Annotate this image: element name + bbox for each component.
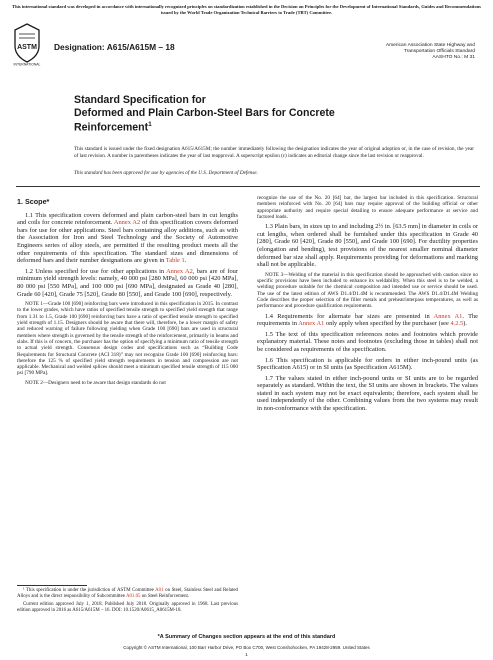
note-3: NOTE 3—Welding of the material in this specification should be approached with caution since no specific provisions have been included to enhance its weldability. When this steel is to be welded, a welding procedure suitable for the chemical composition and intended use or service should be used. The use of the latest edition of AWS D1.4/D1.4M is recommended. The AWS D1.4/D1.4M Welding Code describes the proper selection of the filler metals and preheat/interpass temperatures, as well as performance and procedure qualification requirements. xyxy=(257,271,478,310)
subcommittee-a0105-link[interactable]: A01.05 xyxy=(125,594,141,599)
logo-text: INTERNATIONAL xyxy=(13,62,41,66)
scope-heading: 1. Scope* xyxy=(17,197,50,206)
footnote-rule xyxy=(17,585,87,586)
footnote-1: ¹ This specification is under the jurisdiction of ASTM Committee A01 on Steel, Stainless Steel and Related Alloys and is the direct responsibility of Subcommittee A01.05 on Steel Reinforcement. xyxy=(17,588,238,599)
note-2-continued: recognize the use of the No. 20 [64] bar, the largest bar included in this specification. Structural members reinforced with No. 20 [64] bars may require approval of the building official or other appropriate authority and require special detailing to ensure adequate performance at service and factored loads. xyxy=(257,195,478,220)
approval-statement: This standard has been approved for use by agencies of the U.S. Department of Defense. xyxy=(74,170,258,176)
committee-a01-link[interactable]: A01 xyxy=(155,588,164,593)
annex-a2-link-2[interactable]: Annex A2 xyxy=(166,267,193,275)
footnote-edition: Current edition approved July 1, 2018. Published July 2018. Originally approved in 1968. Last previous edition approved in 2016 as A615/A615M – 16. DOI: 10.1520/A0615_A0615M-18. xyxy=(17,602,238,613)
note-1: NOTE 1—Grade 100 [690] reinforcing bars were introduced in this specification in 2015. In contrast to the lower grades, which have ratios of specified tensile strength to specified yield strength that range from 1.31 to 1.5, Grade 100 [690] reinforcing bars have a ratio of specified tensile strength to specified yield strength of 1.15. Designers should be aware that there will, therefore, be a lower margin of safety and reduced warning of failure following yielding when Grade 100 [690] bars are used in structural members where strength is governed by the tensile strength of the reinforcement, primarily in beams and slabs. If this is of concern, the purchaser has the option of specifying a minimum ratio of tensile strength to actual yield strength. Consensus design codes and specifications such as “Building Code Requirements for Structural Concrete (ACI 318)” may not recognize Grade 100 [690] reinforcing bars: therefore the 125 % of specified yield strength requirements in tension and compression are not applicable. Mechanical and welded splices should meet a minimum specified tensile strength of 115 000 psi [790 MPa]. xyxy=(17,301,238,377)
title-line-3: Reinforcement xyxy=(74,121,149,134)
paragraph-1-4: 1.4 Requirements for alternate bar sizes are presented in Annex A1. The requirements in Annex A1 only apply when specified by the purchaser (see 4.2.5). xyxy=(257,312,479,328)
issuance-statement: This standard is issued under the fixed designation A615/A615M; the number immediately following the designation indicates the year of original adoption or, in the case of revision, the year of last revision. A number in parentheses indicates the year of last reapproval. A superscript epsilon (ε) indicates an editorial change since the last revision or reapproval. xyxy=(74,146,474,159)
svg-text:ASTM: ASTM xyxy=(17,44,37,51)
document-title xyxy=(74,94,434,134)
annex-a1-link-2[interactable]: Annex A1 xyxy=(298,320,325,328)
footnotes xyxy=(17,588,238,616)
aashto-line-1: American Association State Highway and xyxy=(385,43,475,48)
left-column xyxy=(17,195,238,389)
paragraph-1-6: 1.6 This specification is applicable for orders in either inch-pound units (as Specification A615) or in SI units (as Specification A615M). xyxy=(257,356,478,372)
page-number: 1 xyxy=(245,652,248,657)
international-standard-notice: This international standard was developed in accordance with internationally recognized principles on standardization established in the Decision on Principles for the Development of International Standards, Guides and Recommendations issued by the World Trade Organization Technical Barriers to Trade (TBT) Committee. xyxy=(12,4,481,15)
section-4-2-5-link[interactable]: 4.2.5 xyxy=(450,320,464,328)
paragraph-1-1: 1.1 This specification covers deformed and plain carbon-steel bars in cut lengths and coils for concrete reinforcement. Annex A2 of this specification covers deformed bars for use for other applications. Steel bars containing alloy additions, such as with the Association for Iron and Steel Technology and the Society of Automotive Engineers series of alloy steels, are permitted if the resulting product meets all the other requirements of this specification. The standard sizes and dimensions of deformed bars and their number designations are given in Table 1. xyxy=(17,211,238,265)
annex-a1-link[interactable]: Annex A1 xyxy=(433,312,463,320)
aashto-line-2: Transportation Officials Standard xyxy=(403,49,475,55)
paragraph-1-5: 1.5 The text of this specification references notes and footnotes which provide explanatory material. These notes and footnotes (excluding those in tables) shall not be considered as requirements of the specification. xyxy=(257,330,478,353)
title-line-2: Deformed and Plain Carbon-Steel Bars for Concrete xyxy=(74,106,335,119)
note-2: NOTE 2—Designers need to be aware that design standards do not xyxy=(25,379,166,386)
paragraph-1-7: 1.7 The values stated in either inch-pound units or SI units are to be regarded separately as standard. Within the text, the SI units are shown in brackets. The values stated in each system may not be exact equivalents; therefore, each system shall be used independently of the other. Combining values from the two systems may result in non-conformance with the specification. xyxy=(257,374,478,413)
paragraph-1-3: 1.3 Plain bars, in sizes up to and including 2½ in. [63.5 mm] in diameter in coils or cut lengths, when ordered shall be furnished under this specification in Grade 40 [280], Grade 60 [420], Grade 80 [550], and Grade 100 [690]. For ductility properties (elongation and bending), test provisions of the nearest smaller nominal diameter deformed bar size shall apply. Requirements providing for deformations and marking shall not be applicable. xyxy=(257,223,478,269)
table-1-link[interactable]: Table 1 xyxy=(165,257,185,265)
header-divider xyxy=(16,186,480,187)
title-footnote-mark: 1 xyxy=(148,121,152,129)
paragraph-1-2: 1.2 Unless specified for use for other applications in Annex A2, bars are of four minimum yield strength levels: namely, 40 000 psi [280 MPa], 60 000 psi [420 MPa], 80 000 psi [550 MPa], and 100 000 psi [690 MPa], designated as Grade 40 [280], Grade 60 [420], Grade 75 [520], Grade 80 [550], and Grade 100 [690], respectively. xyxy=(17,267,238,298)
annex-a2-link[interactable]: Annex A2 xyxy=(113,219,141,227)
right-column xyxy=(257,195,478,416)
aashto-line-3: AASHTO No.: M 31 xyxy=(432,55,475,61)
designation: Designation: A615/A615M – 18 xyxy=(54,42,175,52)
astm-logo xyxy=(12,22,42,66)
summary-of-changes-note: *A Summary of Changes section appears at the end of this standard xyxy=(157,634,336,640)
copyright-line: Copyright © ASTM International, 100 Barr Harbor Drive, PO Box C700, West Conshohocken, PA 19428-2959. United States xyxy=(123,645,370,650)
title-line-1: Standard Specification for xyxy=(74,94,206,106)
aashto-reference xyxy=(325,43,475,62)
